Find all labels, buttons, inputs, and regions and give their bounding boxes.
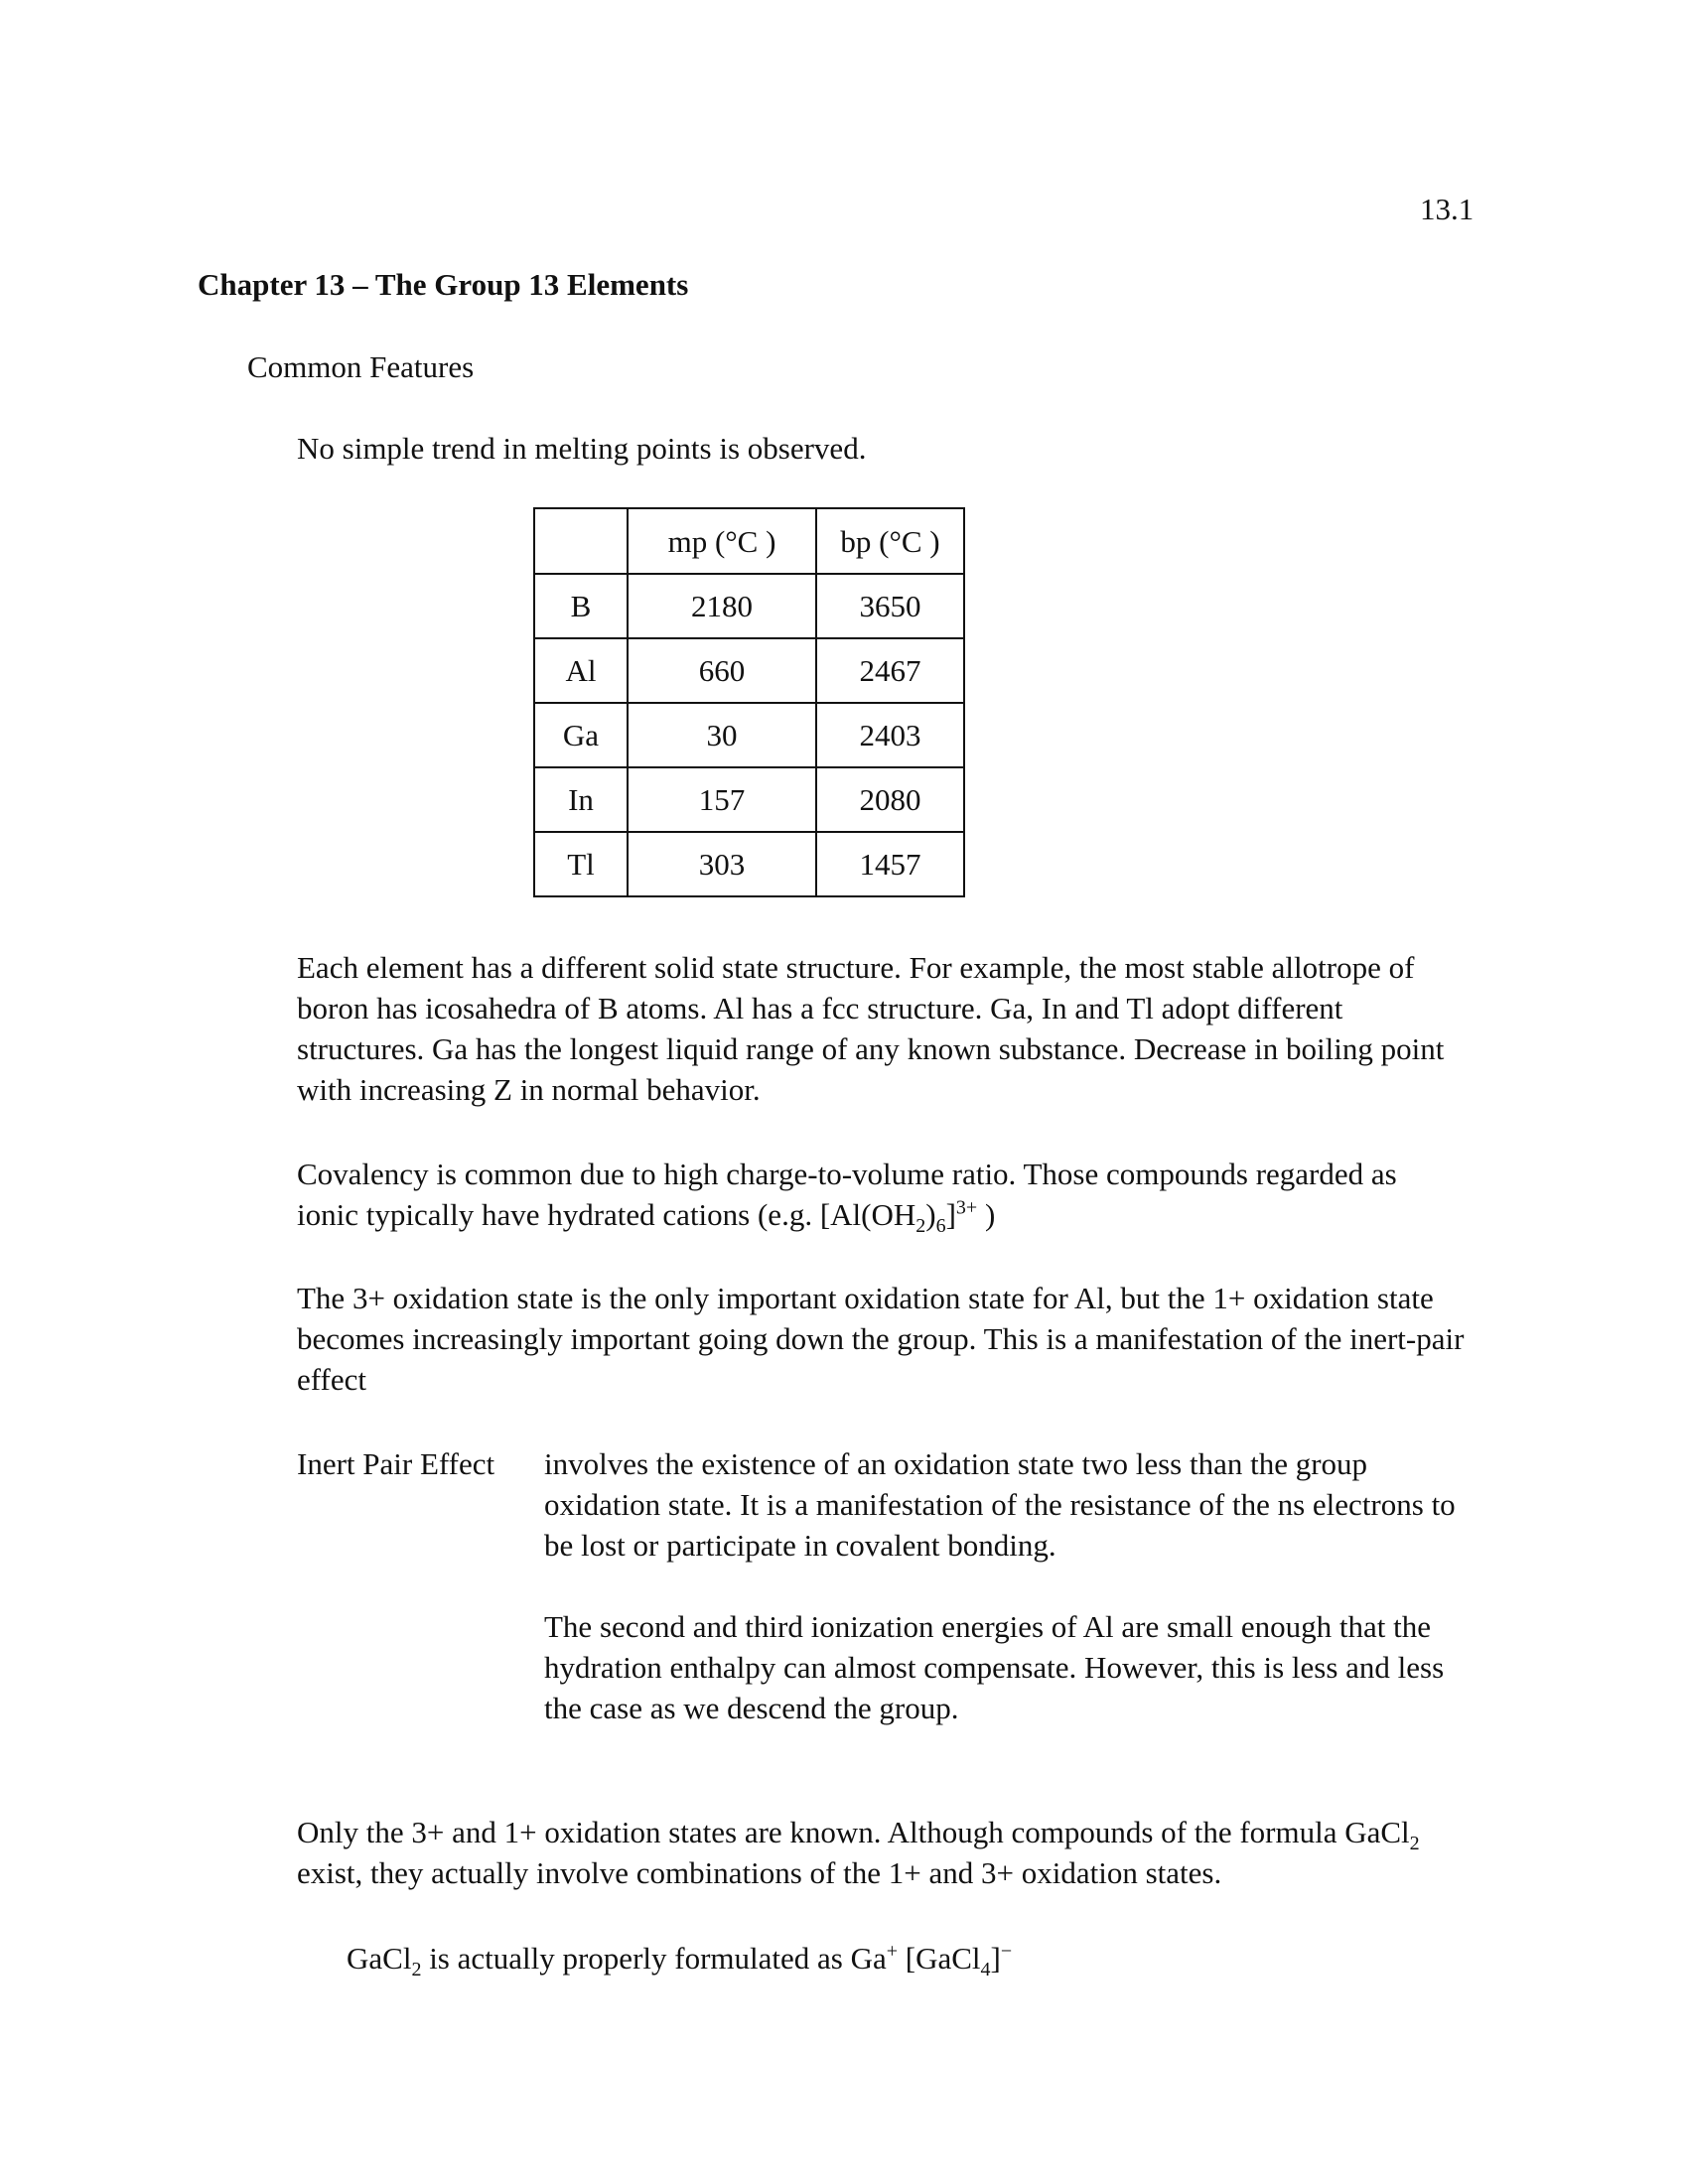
text-line: involves the existence of an oxidation state two less than the group bbox=[544, 1446, 1368, 1481]
table-cell: 303 bbox=[628, 832, 816, 896]
superscript: 3+ bbox=[955, 1196, 978, 1219]
text-line: exist, they actually involve combinations of the 1+ and 3+ oxidation states. bbox=[297, 1855, 1222, 1890]
table-row bbox=[534, 832, 964, 896]
table-cell: In bbox=[534, 767, 628, 832]
table-cell: 3650 bbox=[816, 574, 964, 638]
text-line: The second and third ionization energies of Al are small enough that the bbox=[544, 1609, 1432, 1644]
text-line bbox=[297, 1812, 1488, 1855]
text-segment: ] bbox=[945, 1197, 956, 1232]
text-line bbox=[297, 1194, 1488, 1238]
table-cell: 2080 bbox=[816, 767, 964, 832]
table-cell: 157 bbox=[628, 767, 816, 832]
text-line: becomes increasingly important going down the group. This is a manifestation of the inert-pair bbox=[297, 1321, 1465, 1356]
gacl2-paragraph bbox=[297, 1812, 1488, 1893]
table-header-cell: bp (°C ) bbox=[816, 508, 964, 574]
table-row bbox=[534, 574, 964, 638]
text-segment: is actually properly formulated as Ga bbox=[421, 1941, 887, 1976]
table-cell: Ga bbox=[534, 703, 628, 767]
table-cell: 30 bbox=[628, 703, 816, 767]
intro-paragraph: No simple trend in melting points is observed. bbox=[297, 431, 867, 466]
text-line: Covalency is common due to high charge-to-volume ratio. Those compounds regarded as bbox=[297, 1157, 1397, 1191]
text-segment: [GaCl bbox=[898, 1941, 981, 1976]
text-segment: ) bbox=[925, 1197, 936, 1232]
covalency-paragraph bbox=[297, 1154, 1488, 1238]
table-cell: 1457 bbox=[816, 832, 964, 896]
melting-boiling-point-table bbox=[533, 507, 965, 897]
text-line: The 3+ oxidation state is the only important oxidation state for Al, but the 1+ oxidation state bbox=[297, 1281, 1434, 1315]
table-header-cell: mp (°C ) bbox=[628, 508, 816, 574]
subscript: 6 bbox=[935, 1215, 946, 1238]
subscript: 2 bbox=[1409, 1833, 1420, 1855]
table-cell: Al bbox=[534, 638, 628, 703]
text-line: boron has icosahedra of B atoms. Al has a fcc structure. Ga, In and Tl adopt different bbox=[297, 991, 1343, 1025]
text-segment: ] bbox=[990, 1941, 1001, 1976]
inert-pair-definition bbox=[544, 1443, 1487, 1566]
table-header-row bbox=[534, 508, 964, 574]
text-segment: GaCl bbox=[347, 1941, 412, 1976]
text-segment: ) bbox=[977, 1197, 996, 1232]
chapter-title: Chapter 13 – The Group 13 Elements bbox=[198, 267, 689, 302]
table-cell: B bbox=[534, 574, 628, 638]
superscript: − bbox=[1000, 1940, 1013, 1963]
table-row bbox=[534, 638, 964, 703]
subscript: 4 bbox=[980, 1959, 991, 1981]
text-line: effect bbox=[297, 1362, 366, 1397]
subscript: 2 bbox=[411, 1959, 422, 1981]
section-heading: Common Features bbox=[247, 349, 475, 384]
inert-pair-term: Inert Pair Effect bbox=[297, 1446, 495, 1481]
text-line: hydration enthalpy can almost compensate. However, this is less and less bbox=[544, 1650, 1445, 1685]
table-cell: 2180 bbox=[628, 574, 816, 638]
page-number: 13.1 bbox=[1420, 192, 1475, 226]
table-cell: 2403 bbox=[816, 703, 964, 767]
table-row bbox=[534, 767, 964, 832]
table-header-cell bbox=[534, 508, 628, 574]
text-line: be lost or participate in covalent bonding. bbox=[544, 1528, 1056, 1563]
subscript: 2 bbox=[915, 1215, 926, 1238]
table-row bbox=[534, 703, 964, 767]
inert-pair-explanation bbox=[544, 1606, 1487, 1728]
text-segment: ionic typically have hydrated cations (e.g. [Al(OH bbox=[297, 1197, 916, 1232]
gacl2-formula-line bbox=[347, 1938, 1012, 1979]
text-segment: Only the 3+ and 1+ oxidation states are known. Although compounds of the formula GaCl bbox=[297, 1815, 1410, 1849]
text-line: the case as we descend the group. bbox=[544, 1691, 959, 1725]
text-line: with increasing Z in normal behavior. bbox=[297, 1072, 761, 1107]
structure-paragraph bbox=[297, 947, 1488, 1110]
text-line: Each element has a different solid state structure. For example, the most stable allotrope of bbox=[297, 950, 1415, 985]
text-line: oxidation state. It is a manifestation of the resistance of the ns electrons to bbox=[544, 1487, 1456, 1522]
table-cell: 660 bbox=[628, 638, 816, 703]
text-line: structures. Ga has the longest liquid range of any known substance. Decrease in boiling point bbox=[297, 1031, 1445, 1066]
table-cell: 2467 bbox=[816, 638, 964, 703]
table-cell: Tl bbox=[534, 832, 628, 896]
superscript: + bbox=[886, 1940, 899, 1963]
oxidation-paragraph bbox=[297, 1278, 1488, 1400]
